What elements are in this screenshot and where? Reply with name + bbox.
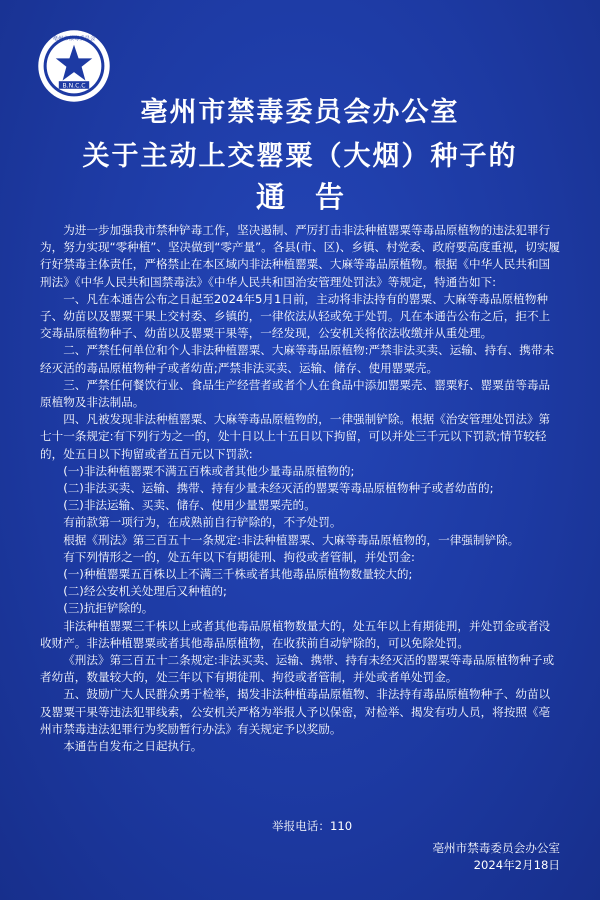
list-item: (三)抗拒铲除的。 <box>63 601 154 616</box>
paragraph-exemption: 有前款第一项行为，在成熟前自行铲除的，不予处罚。 <box>63 515 342 530</box>
paragraph-2: 二、严禁任何单位和个人非法种植罂粟、大麻等毒品原植物:严禁非法买卖、运输、持有、携带未经灭活的毒品原植物种子或者幼苗;严禁非法买卖、运输、储存、使用罂粟壳。 <box>40 343 555 375</box>
paragraph-intro: 为进一步加强我市禁种铲毒工作，坚决遏制、严厉打击非法种植罂粟等毒品原植物的违法犯罪行为，努力实现“零种植”、坚决做到“零产量”。各县(市、区)、乡镇、村党委、政府要高度重视，切实履行好禁毒主体责任，严格禁止在本区域内非法种植罂粟、大麻等毒品原植物。根据《中华人民共和国刑法》《中华人民共和国禁毒法》《中华人民共和国治安管理处罚法》等规定，特通告如下: <box>40 223 561 289</box>
hotline-text: 举报电话：110 <box>272 819 353 833</box>
list-item: (三)非法运输、买卖、储存、使用少量罂粟壳的。 <box>63 498 316 513</box>
paragraph-large-quantity: 非法种植罂粟三千株以上或者其他毒品原植物数量大的，处五年以上有期徒刑，并处罚金或者没收财产。非法种植罂粟或者其他毒品原植物，在收获前自动铲除的，可以免除处罚。 <box>40 618 551 650</box>
logo-text: 亳州市禁毒委员会 <box>52 36 96 43</box>
paragraph-circumstances: 有下列情形之一的，处五年以下有期徒刑、拘役或者管制，并处罚金: <box>63 549 415 564</box>
list-item: (一)种植罂粟五百株以上不满三千株或者其他毒品原植物数量较大的; <box>63 567 413 582</box>
list-item: (二)非法买卖、运输、携带、持有少量未经灭活的罂粟等毒品原植物种子或者幼苗的; <box>63 481 494 496</box>
notice-body <box>40 222 560 755</box>
paragraph-effective: 本通告自发布之日起执行。 <box>63 739 203 754</box>
list-item: (二)经公安机关处理后又种植的; <box>63 584 227 599</box>
list-item: (一)非法种植罂粟不满五百株或者其他少量毒品原植物的; <box>63 463 355 478</box>
logo-abbr: B.N.C.C <box>62 82 86 90</box>
paragraph-4: 四、凡被发现非法种植罂粟、大麻等毒品原植物的，一律强制铲除。根据《治安管理处罚法》第七十一条规定:有下列行为之一的，处十日以上十五日以下拘留，可以并处三千元以下罚款;情节较轻的，处五日以下拘留或者五百元以下罚款: <box>40 412 551 461</box>
signature-org: 亳州市禁毒委员会办公室 <box>432 841 560 855</box>
paragraph-1: 一、凡在本通告公布之日起至2024年5月1日前，主动将非法持有的罂粟、大麻等毒品原植物种子、幼苗以及罂粟干果上交村委、乡镇的，一律依法从轻或免于处罚。凡在本通告公布之后，拒不上交毒品原植物种子、幼苗以及罂粟干果等，一经发现，公安机关将依法收缴并从重处理。 <box>40 291 551 341</box>
paragraph-5: 五、鼓励广大人民群众勇于检举，揭发非法种植毒品原植物、非法持有毒品原植物种子、幼苗以及罂粟干果等违法犯罪线索，公安机关严格为举报人予以保密，对检举、揭发有功人员，将按照《亳州市禁毒违法犯罪行为奖励暂行办法》有关规定予以奖励。 <box>40 687 551 736</box>
signature-block <box>400 840 560 874</box>
title-line-1: 亳州市禁毒委员会办公室 <box>140 97 460 128</box>
signature-date: 2024年2月18日 <box>473 858 560 872</box>
title-line-2: 关于主动上交罂粟（大烟）种子的 <box>82 141 518 172</box>
paragraph-criminal-law-352: 《刑法》第三百五十二条规定:非法买卖、运输、携带、持有未经灭活的罂粟等毒品原植物种子或者幼苗，数量较大的，处三年以下有期徒刑、拘役或者管制，并处或者单处罚金。 <box>40 653 555 685</box>
title-line-3: 通告 <box>255 180 374 214</box>
paragraph-criminal-law-351: 根据《刑法》第三百五十一条规定:非法种植罂粟、大麻等毒品原植物的，一律强制铲除。 <box>63 532 520 547</box>
paragraph-3: 三、严禁任何餐饮行业、食品生产经营者或者个人在食品中添加罂粟壳、罂粟籽、罂粟苗等毒品原植物及非法制品。 <box>40 377 551 410</box>
